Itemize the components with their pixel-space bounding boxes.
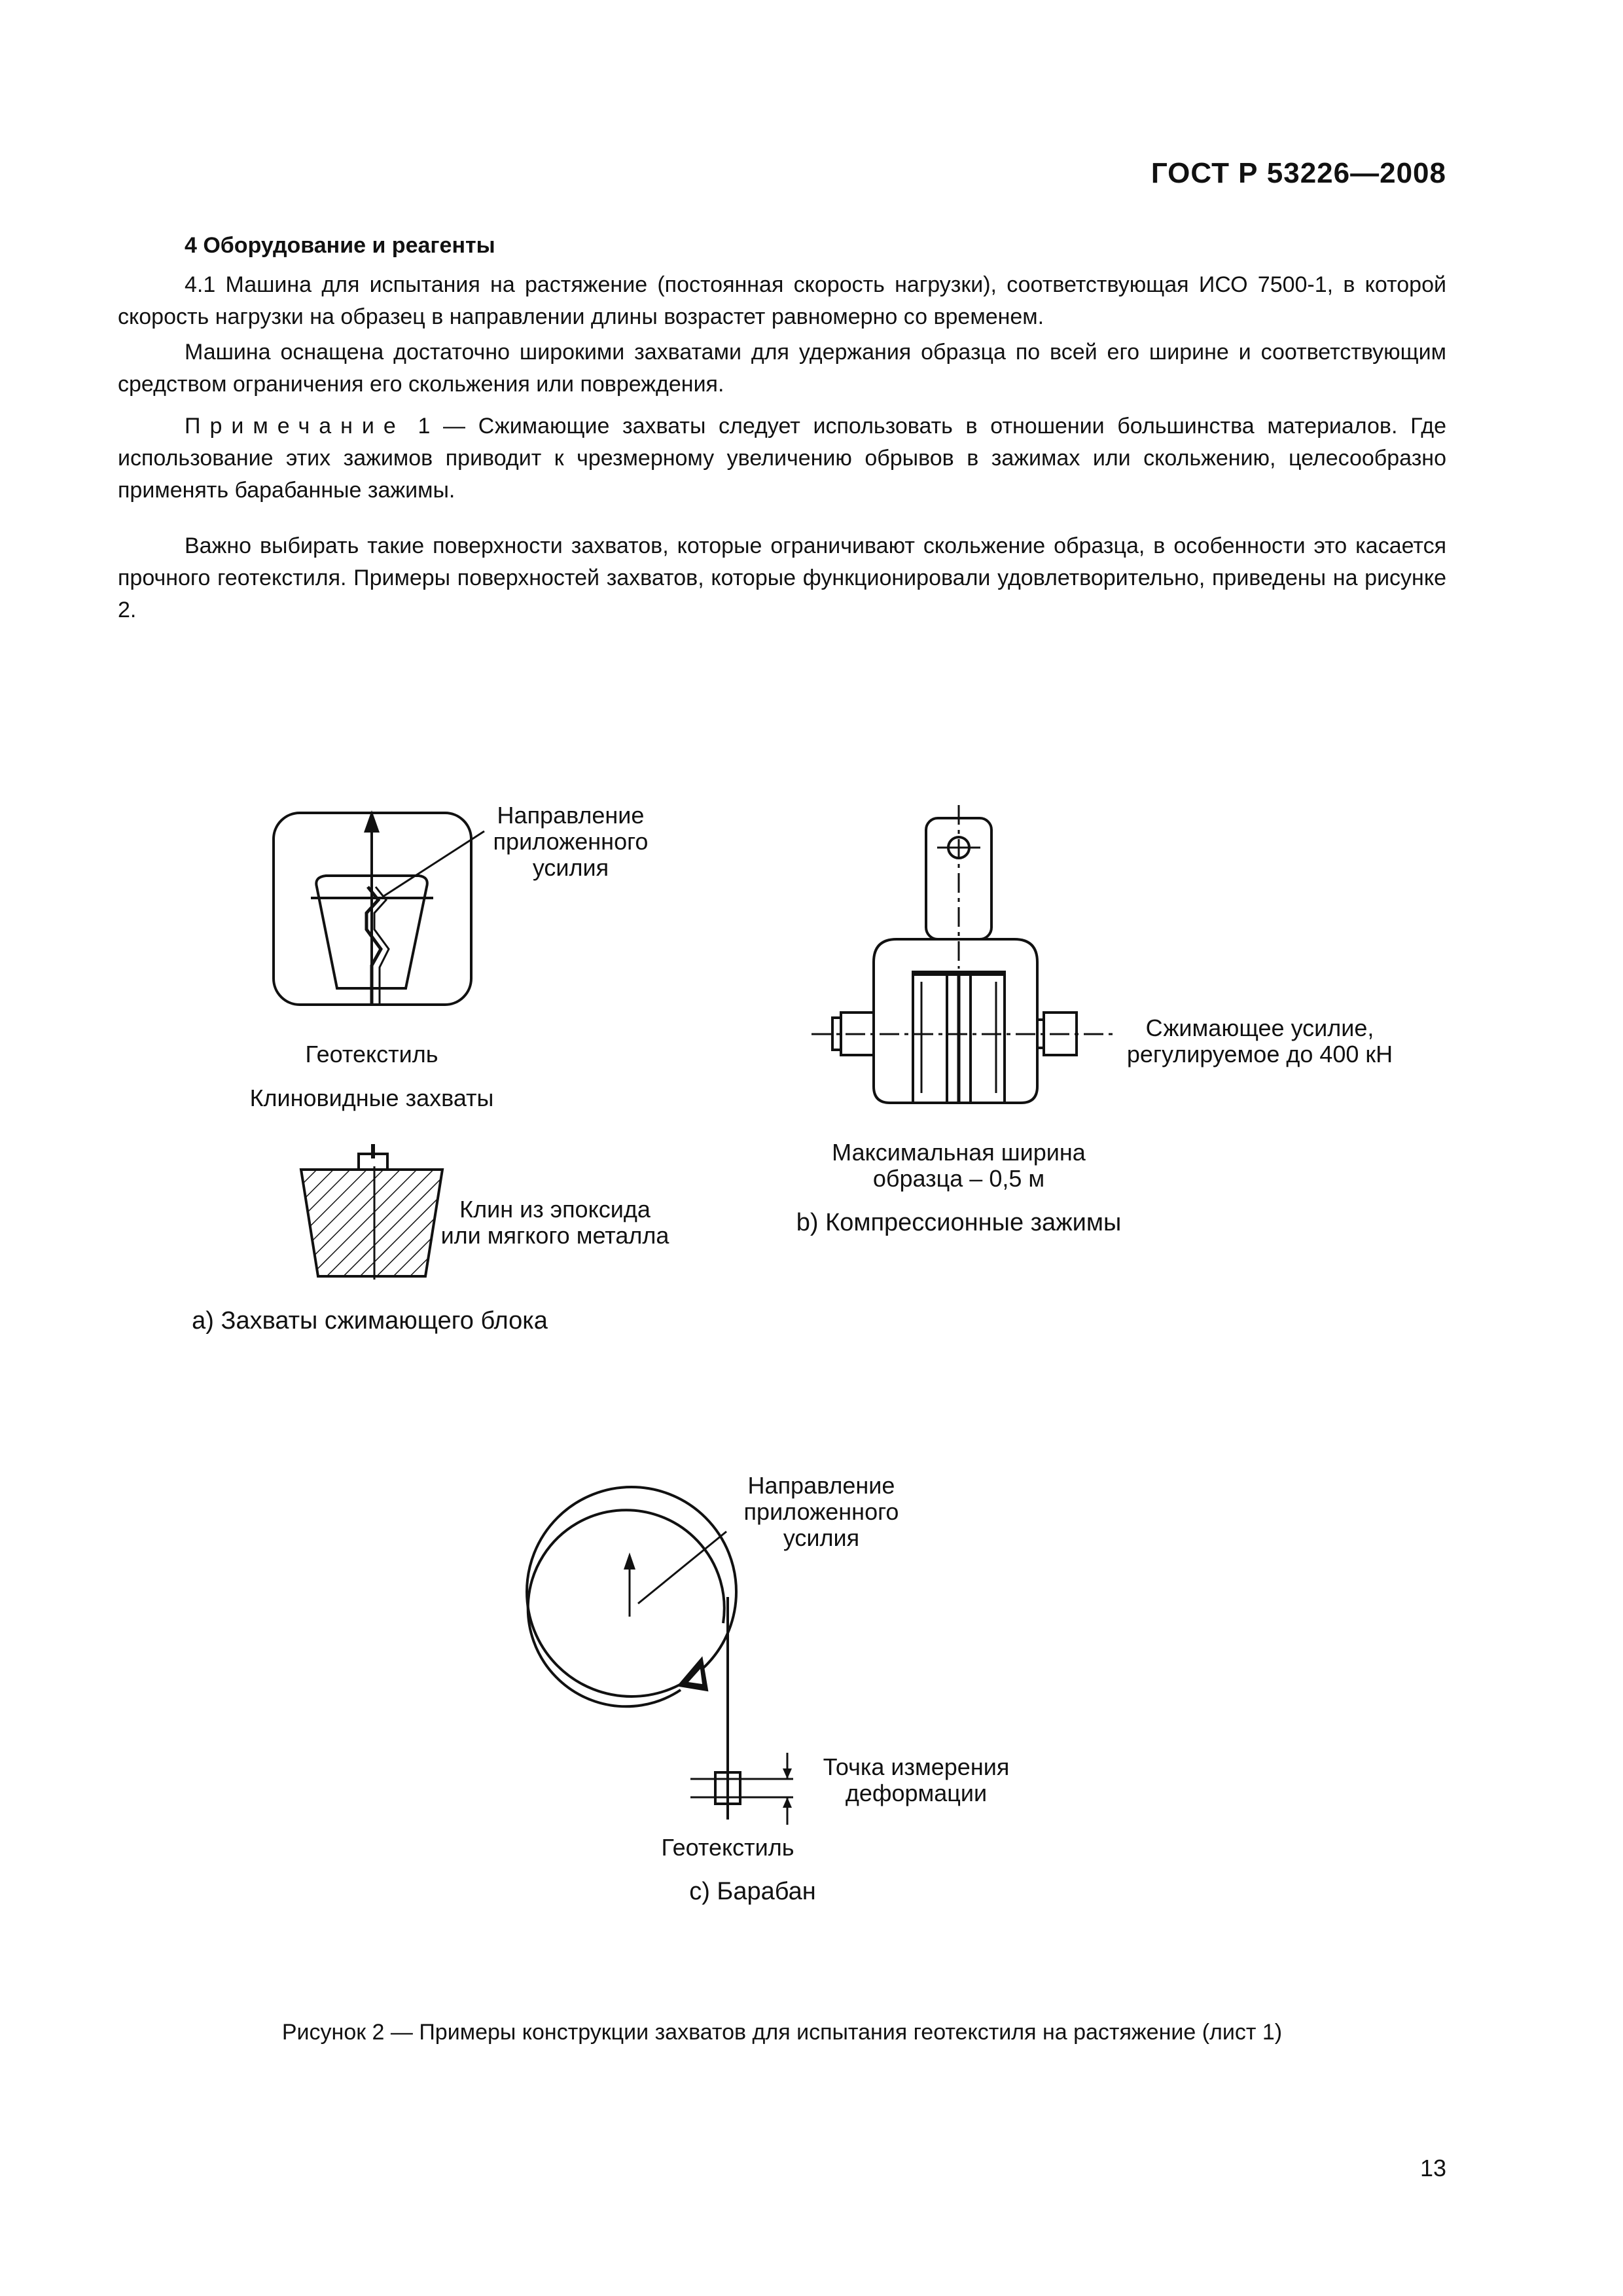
caption-a: а) Захваты сжимающего блока	[192, 1307, 548, 1335]
label-c-measure-1: Точка измерения	[823, 1753, 1010, 1780]
clamp-jaw-right	[971, 972, 1005, 1103]
label-leader-a	[383, 831, 484, 897]
label-b-width-1: Максимальная ширина	[832, 1139, 1086, 1166]
note-text: 1 — Сжимающие захваты следует использовать в отношении большинства материалов. Где использование этих зажимов приводит к чрезмерному увеличению обрывов в зажимах или скольжению, целесообразно применять барабанные зажимы.	[118, 414, 1446, 503]
label-a-wedge-material-2: или мягкого металла	[440, 1222, 669, 1249]
label-c-direction-1: Направление	[747, 1472, 895, 1499]
paragraph-4-1: 4.1 Машина для испытания на растяжение (постоянная скорость нагрузки), соответствующая ИСО 7500-1, в которой скорость нагрузки на образец в направлении длины возрастет равномерно со временем.	[118, 272, 1446, 329]
standard-number: ГОСТ Р 53226—2008	[1150, 157, 1446, 189]
clamp-jaw-left	[913, 972, 947, 1103]
drum-clamp-wedge	[679, 1659, 707, 1690]
section-heading: 4 Оборудование и реагенты	[185, 233, 495, 258]
caption-b: b) Компрессионные зажимы	[796, 1209, 1122, 1236]
label-a-wedge-grips: Клиновидные захваты	[249, 1085, 494, 1111]
page-number: 13	[1419, 2155, 1446, 2181]
drum-outer	[527, 1487, 736, 1696]
caption-c: с) Барабан	[689, 1878, 816, 1905]
figure-caption: Рисунок 2 — Примеры конструкции захватов для испытания геотекстиля на растяжение (лист 1)	[281, 2020, 1283, 2045]
label-a-geotextile: Геотекстиль	[305, 1041, 438, 1067]
figure-b-compression-clamps	[812, 805, 1113, 1103]
note-label: Примечание	[185, 414, 405, 439]
figure-c-drum	[527, 1487, 793, 1825]
paragraph-surfaces: Важно выбирать такие поверхности захватов, которые ограничивают скольжение образца, в особенности это касается прочного геотекстиля. Примеры поверхностей захватов, которые функционировали удовлетворительно, приведены на рисунке 2.	[118, 533, 1446, 622]
label-b-force-1: Сжимающее усилие,	[1145, 1014, 1374, 1041]
label-c-direction-2: приложенного	[743, 1498, 899, 1525]
label-a-wedge-material-1: Клин из эпоксида	[459, 1196, 651, 1223]
label-a-direction-1: Направление	[497, 802, 645, 829]
note-paragraph	[118, 410, 1446, 507]
label-b-force-2: регулируемое до 400 кН	[1126, 1041, 1393, 1067]
label-c-direction-3: усилия	[783, 1524, 860, 1551]
label-c-geotextile: Геотекстиль	[661, 1834, 794, 1861]
clamp-body	[874, 939, 1037, 1103]
figure-2-grips	[0, 753, 1623, 1996]
label-leader-c	[638, 1532, 726, 1604]
paragraph-machine: Машина оснащена достаточно широкими захватами для удержания образца по всей его ширине и соответствующим средством ограничения его скольжения или повреждения.	[118, 340, 1446, 397]
epoxy-wedge	[301, 1170, 442, 1276]
label-a-direction-3: усилия	[532, 854, 609, 881]
label-b-width-2: образца – 0,5 м	[872, 1165, 1045, 1192]
label-a-direction-2: приложенного	[493, 828, 649, 855]
label-c-measure-2: деформации	[845, 1780, 988, 1806]
